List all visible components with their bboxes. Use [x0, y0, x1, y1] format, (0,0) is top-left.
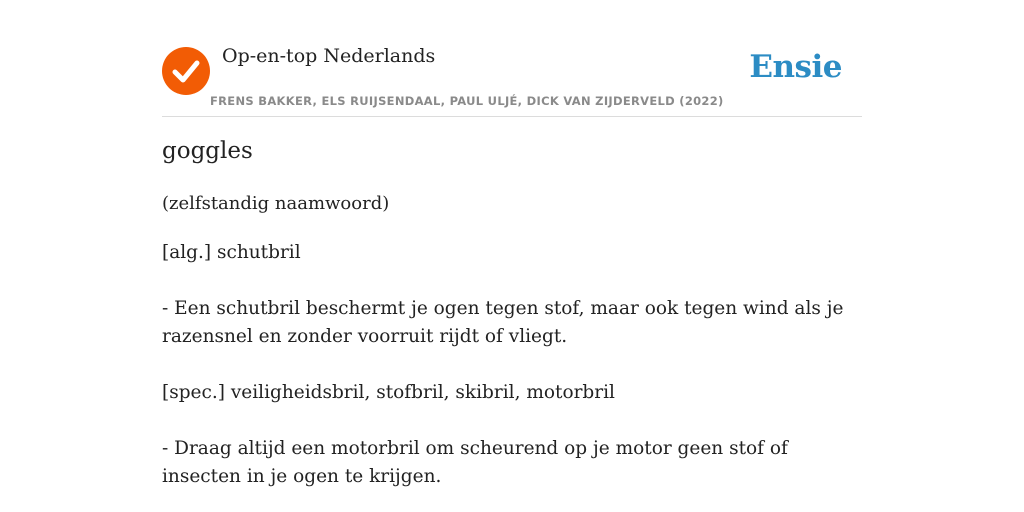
definition-body	[162, 239, 862, 512]
definition-specific: [spec.] veiligheidsbril, stofbril, skibril, motorbril	[162, 382, 615, 403]
authors-line: FRENS BAKKER, ELS RUIJSENDAAL, PAUL ULJÉ, DICK VAN ZIJDERVELD (2022)	[210, 94, 724, 108]
book-title[interactable]: Op-en-top Nederlands	[222, 45, 436, 67]
definition-general: [alg.] schutbril	[162, 242, 301, 263]
example-specific: - Draag altijd een motorbril om scheurend op je motor geen stof of insecten in je ogen te krijgen.	[162, 438, 788, 487]
brand-logo[interactable]: Ensie	[749, 49, 842, 85]
checkmark-icon	[162, 47, 210, 95]
word-class: (zelfstandig naamwoord)	[162, 193, 390, 214]
example-general: - Een schutbril beschermt je ogen tegen stof, maar ook tegen wind als je razensnel en zonder voorruit rijdt of vliegt.	[162, 298, 844, 347]
headword: goggles	[162, 138, 253, 164]
source-header	[162, 0, 862, 117]
